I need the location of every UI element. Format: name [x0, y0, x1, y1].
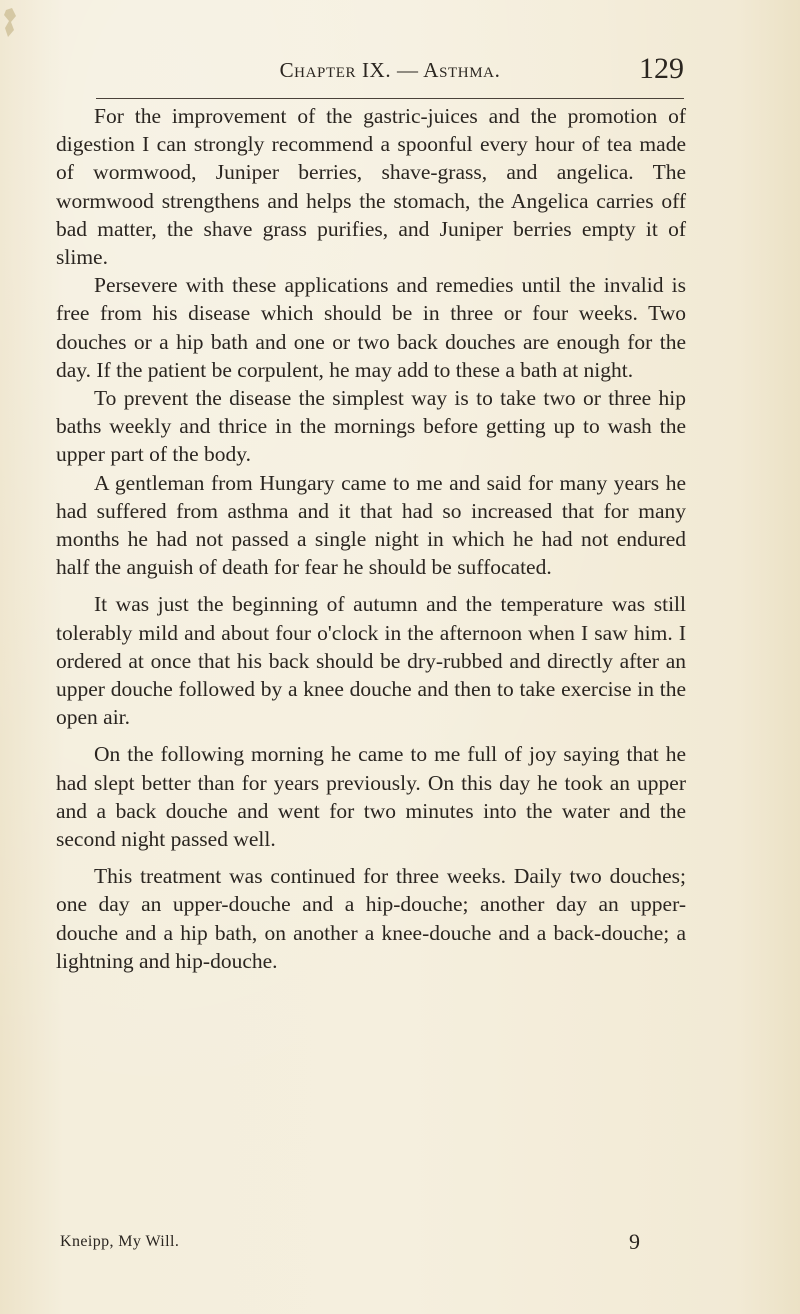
body-text [56, 102, 686, 975]
chapter-title: Chapter IX. — Asthma. [279, 58, 501, 82]
page-number: 129 [639, 52, 684, 85]
paragraph: Persevere with these applications and remedies until the invalid is free from his disease which should be in three or four weeks. Two douches or a hip bath and one or two back douches are enough for the day. If the patient be corpulent, he may add to these a bath at night. [56, 273, 686, 382]
paragraph: It was just the beginning of autumn and the temperature was still tolerably mild and about four o'clock in the afternoon when I saw him. I ordered at once that his back should be dry-rubbed and directly after an upper douche followed by a knee douche and then to take exercise in the open air. [56, 592, 686, 730]
page-footer [60, 1229, 640, 1257]
paragraph: For the improvement of the gastric-juices and the promotion of digestion I can strongly recommend a spoonful every hour of tea made of wormwood, Juniper berries, shave-grass, and angelica. The wormwood strengthens and helps the stomach, the Angelica carries off bad matter, the shave grass purifies, and Juniper berries empty it of slime. [56, 104, 686, 270]
paragraph: A gentleman from Hungary came to me and said for many years he had suffered from asthma and it that had so increased that for many months he had not passed a single night in which he had not endured half the anguish of death for fear he should be suffocated. [56, 470, 686, 580]
header-rule [96, 98, 684, 99]
running-head [96, 52, 684, 92]
scan-margin-mark [2, 8, 18, 38]
paragraph: This treatment was continued for three weeks. Daily two douches; one day an upper-douche and a hip-douche; another day an upper-douche and a hip bath, on another a knee-douche and a back-douche; a lightning and hip-douche. [56, 864, 686, 973]
signature-mark: 9 [629, 1229, 640, 1254]
footer-note: Kneipp, My Will. [60, 1233, 180, 1250]
paragraph: To prevent the disease the simplest way is to take two or three hip baths weekly and thrice in the mornings before getting up to wash the upper part of the body. [56, 386, 686, 467]
paragraph: On the following morning he came to me full of joy saying that he had slept better than for years previously. On this day he took an upper and a back douche and went for two minutes into the water and the second night passed well. [56, 742, 686, 852]
